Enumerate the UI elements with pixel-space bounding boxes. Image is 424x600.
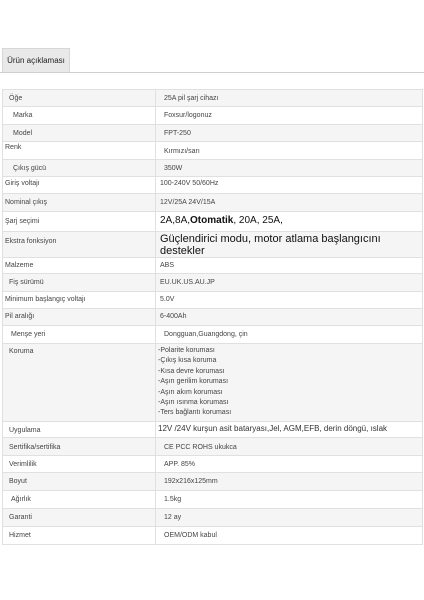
row-value: ABS: [156, 258, 423, 274]
row-value: 192x216x125mm: [156, 473, 423, 491]
row-key: Verimlilik: [3, 456, 156, 473]
row-key: Model: [3, 125, 156, 142]
row-value: EU.UK.US.AU.JP: [156, 274, 423, 292]
row-key: Şarj seçimi: [3, 212, 156, 232]
list-item: -Çıkış kısa koruma: [158, 357, 217, 365]
table-row: [3, 527, 423, 545]
table-row: [3, 509, 423, 527]
table-row: [3, 473, 423, 491]
row-key: Pil aralığı: [3, 309, 156, 326]
row-key: Ekstra fonksiyon: [3, 232, 156, 258]
row-value: APP. 85%: [156, 456, 423, 473]
row-value: 12 ay: [156, 509, 423, 527]
row-value: [156, 344, 423, 422]
table-row: [3, 422, 423, 438]
row-key: Giriş voltajı: [3, 177, 156, 194]
table-row: [3, 326, 423, 344]
row-value: 25A pil şarj cihazı: [156, 90, 423, 107]
table-row: [3, 344, 423, 422]
row-key: Menşe yeri: [3, 326, 156, 344]
row-key: Çıkış gücü: [3, 160, 156, 177]
table-row: [3, 212, 423, 232]
row-key: Sertifika/sertifika: [3, 438, 156, 456]
table-row: [3, 125, 423, 142]
table-row: [3, 90, 423, 107]
row-key: Garanti: [3, 509, 156, 527]
row-key: Malzeme: [3, 258, 156, 274]
row-key: Nominal çıkış: [3, 194, 156, 212]
row-value: Dongguan,Guangdong, çin: [156, 326, 423, 344]
row-value: Foxsur/logonuz: [156, 107, 423, 125]
row-value: 2A,8A,Otomatik, 20A, 25A,: [156, 212, 423, 232]
table-row: [3, 107, 423, 125]
row-value: 100-240V 50/60Hz: [156, 177, 423, 194]
list-item: -Ters bağlantı koruması: [158, 409, 232, 417]
row-value: 12V /24V kurşun asit bataryası,Jel, AGM,EFB, derin döngü, ıslak: [156, 422, 423, 438]
table-row: [3, 142, 423, 160]
table-row: [3, 232, 423, 258]
row-value: 1.5kg: [156, 491, 423, 509]
table-row: [3, 456, 423, 473]
list-item: -Polarite koruması: [158, 347, 215, 354]
table-row: [3, 491, 423, 509]
row-key: Koruma: [3, 344, 156, 422]
table-row: [3, 258, 423, 274]
row-value: 5.0V: [156, 292, 423, 309]
table-row: [3, 274, 423, 292]
row-key: Ağırlık: [3, 491, 156, 509]
row-value: 350W: [156, 160, 423, 177]
row-key: Fiş sürümü: [3, 274, 156, 292]
row-key: Renk: [3, 142, 156, 160]
table-row: [3, 438, 423, 456]
row-key: Minimum başlangıç voltajı: [3, 292, 156, 309]
tab-product-description[interactable]: Ürün açıklaması: [2, 48, 70, 73]
table-row: [3, 194, 423, 212]
row-value: 12V/25A 24V/15A: [156, 194, 423, 212]
list-item: -Aşırı akım koruması: [158, 388, 223, 396]
row-value: CE PCC ROHS ukukca: [156, 438, 423, 456]
row-key: Boyut: [3, 473, 156, 491]
list-item: -Aşırı ısınma koruması: [158, 399, 229, 407]
list-item: -Kısa devre koruması: [158, 367, 225, 375]
table-row: [3, 177, 423, 194]
tab-bar: [0, 48, 424, 72]
row-value: 6-400Ah: [156, 309, 423, 326]
row-value: OEM/ODM kabul: [156, 527, 423, 545]
table-row: [3, 309, 423, 326]
tab-divider: [0, 72, 424, 73]
row-key: Hizmet: [3, 527, 156, 545]
spec-table: [2, 89, 423, 545]
row-value: FPT-250: [156, 125, 423, 142]
row-key: Uygulama: [3, 422, 156, 438]
table-row: [3, 160, 423, 177]
protection-list: [156, 344, 422, 419]
row-value: Kırmızı/sarı: [156, 142, 423, 160]
list-item: -Aşırı gerilim koruması: [158, 378, 229, 386]
row-key: Öğe: [3, 90, 156, 107]
table-row: [3, 292, 423, 309]
row-key: Marka: [3, 107, 156, 125]
row-value: Güçlendirici modu, motor atlama başlangıcını destekler: [156, 232, 423, 258]
